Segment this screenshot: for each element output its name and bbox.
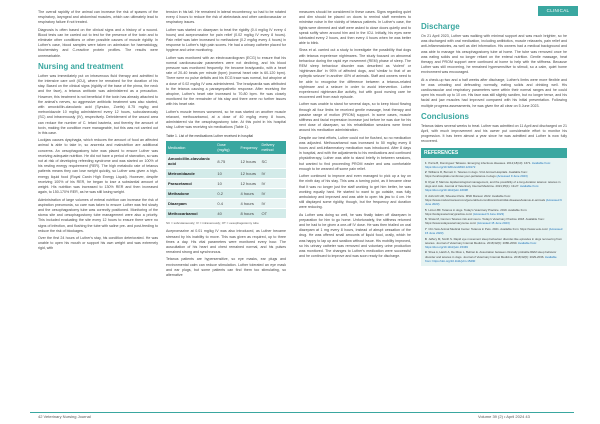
column-3 (299, 10, 411, 261)
reference-link[interactable]: Available from: https://doi.org/10.1111/jvim.16038 (425, 184, 540, 193)
section-heading-discharge: Discharge (421, 22, 460, 31)
paragraph: As Luther was doing so well, he was finally taken off diazepam in preparation for him to go home. Unfortunately, the stiffness returned and he had to be given a one-off IV dose. He was then trialled on oral diazepam at 1 mg every 8 hours, instead of abrupt cessation of the drug. He was offered small amounts of liquid food, orally, which he was happy to lap up and swallow without issue. His mobility improved, so his urinary catheter was removed and voluntary urine production was monitored. The changes to Luther's medication were successful and he continued to improve and was soon ready for discharge. (299, 212, 411, 259)
page-footer (0, 412, 600, 424)
header-cell: Medication (166, 141, 215, 154)
frequency-cell: 4 hours (238, 189, 259, 199)
table-caption: Table 1. List of the medications Luther received in hospital (166, 134, 254, 139)
column-4 (421, 22, 567, 266)
medication-cell: Diazepam (166, 199, 215, 209)
section-tag: CLINICAL (538, 6, 578, 16)
section-heading-conclusions: Conclusions (421, 111, 470, 121)
paragraph: Luther was unable to stand for several days, so to keep blood flowing through all four limbs he received gentle massage, heat therapy and passive range of motion (PROM) support. In some cases, muscle stiffness and facial expression increase just before he was due for his next dose of diazepam, so his rehabilitation sessions were timed around his medication administration. (299, 102, 411, 133)
references-box (421, 148, 567, 267)
frequency-cell: 8 hours (238, 209, 259, 219)
reference-text: Williams R, Burnett C. Tetanus in dogs. VCA Animal Hospitals. Available from: https://vcahospitals.com/know-your-pet/tetanus-in-dogs (425, 170, 528, 179)
table-row (166, 199, 286, 209)
paragraph: Tetanus takes several weeks to treat. Luther was admitted on 11 April and discharged on 21 April, with much improvement and his owner put considerable effort to monitor his progression. It has been almost a year since he was admitted and Luther is now fully recovered. (421, 123, 567, 144)
reference-item (425, 217, 563, 225)
reference-number: 7 (425, 226, 427, 231)
dose-cell: 10 (215, 169, 238, 179)
paragraph: Lockjaw causes dysphagia, which reduces the amount of food an affected animal is able to take in, so anorexia and malnutrition are additional concerns. An oesophagostomy tube was placed to ensure Luther was receiving adequate nutrition. He did not have a period of starvation, so was not at risk of developing refeeding syndrome and was started on 100% of his resting energy requirement (RER). The high metabolic rate of tetanus patients means they can lose weight quickly, so Luther was given a high-energy liquid food (Royal Canin High Energy Liquid). However, despite receiving 100% of his RER, he began to lose a substantial amount of weight. His nutrition was increased to 130% RER and then increased again, to 150-170% RER, as he was still losing weight. (38, 138, 158, 195)
paragraph: Administration of large volumes of enteral nutrition can increase the risk of aspiration pneumonia, so care was taken to ensure Luther was fed slowly and the oesophagostomy tube was correctly positioned. Monitoring of the stoma site and oesophagostomy tube management were also a priority. This included evaluating the site every 12 hours to ensure there were no signs of infection, and flushing the tube with saline pre- and post-feeding to reduce the risk of blockages. (38, 197, 158, 233)
reference-number: 2 (425, 170, 427, 175)
reference-link[interactable]: Available from: https://doi.org/10.3201/eid1810.120172 (425, 160, 551, 169)
table-row (166, 169, 286, 179)
footer-left: 42 Veterinary Nursing Journal (38, 414, 91, 419)
medication-cell: Paracetamol (166, 179, 215, 189)
table-header-row (166, 141, 286, 154)
frequency-cell: 12 hours (238, 179, 259, 189)
paragraph: Luther was started on diazepam to treat the rigidity (0.4 mg/kg IV every 4 hours) and acepromazine for pain relief (0.02 mg/kg IV every 8 hours). Pain relief was later increased to methadone (0.2 mg/kg every 4 hours) in response to Luther's high pain scores. He had a urinary catheter placed for hygiene and urine monitoring. (166, 27, 286, 53)
paragraph: Acepromazine at 0.01 mg/kg IV was also introduced, as Luther became stressed by his inability to move. This was given as required, up to three times a day. His vital parameters were monitored every hour. The auscultation of his heart and chest remained normal, and his pulses remained strong and synchronous. (166, 229, 286, 255)
reference-item (425, 161, 563, 169)
medication-cell: Metronidazole (166, 169, 215, 179)
paragraph: Luther was monitored with an electrocardiogram (ECG) to ensure that his normal cardiovascular parameters were not declining, and his blood pressure was monitored frequently. He became bradycardic, with a heart rate of 20-40 beats per minute (bpm) (normal heart rate is 60-120 bpm). There were no pulse deficits and his ECG trace was normal, but atropine at a dose of 0.02 mg/kg IV was administered. The bradycardia was attributed to the tetanus causing a parasympathetic response. After receiving the atropine, Luther's heart rate increased to 70-80 bpm. He was closely monitored for the remainder of his stay and there were no further issues with his heart rate. (166, 55, 286, 107)
table-row (166, 189, 286, 199)
paragraph: Over the first 24 hours of Luther's stay, his condition deteriorated. He was unable to open his mouth or support his own weight and was extremely rigid, with (38, 235, 158, 251)
reference-item (425, 237, 563, 249)
paragraph: Shea et al. carried out a study to investigate the possibility that dogs with tetanus experience nightmares. The study focused on abnormal behaviour during the rapid eye movement (REM) phase of sleep. The REM sleep behaviour disorder was described as 'violent' or 'nightmare-like' in 95% of affected dogs, and 'similar to that of an epileptic seizure' in another 40% of animals. Staff and owners need to be able to recognise the difference between a tetanus-related nightmare and a seizure in order to avoid intervention. Luther experienced nightmare-like activity, but with good nursing care he recovered well from each episode. (299, 48, 411, 100)
column-1 (38, 10, 158, 254)
paragraph: tension in his tail. He remained in lateral recumbency, so had to be rotated every 4 hours to reduce the risk of atelectasis and other cardiovascular or respiratory issues. (166, 10, 286, 25)
footer-right: Volume 39 (2) • April 2024 43 (478, 414, 530, 419)
reference-link[interactable]: (Accessed 9 June 2023) (472, 211, 505, 216)
reference-text: Shaw M, Cannon Tetanus risk and neuro. Today's Veterinary Practice 2018. Available from: https://www.todaysveterinarynurse.com/ (425, 217, 545, 226)
reference-number: 8 (425, 236, 427, 241)
delivery-cell: IV (259, 199, 286, 209)
paragraph: Diagnosis is often based on the clinical signs and a history of a wound. Blood tests can be carried out to test for the presence of the toxin and to eliminate other conditions or other possible causes of muscle rigidity. In Luther's case, blood samples were taken on admission for haematology, biochemistry and C-reactive protein profiles. The results were unremarkable. (38, 27, 158, 58)
reference-item (425, 170, 563, 178)
table-row (166, 179, 286, 189)
delivery-cell: IV (259, 189, 286, 199)
header-cell: Dose (mg/kg) (215, 141, 238, 154)
section-heading-nursing: Nursing and treatment (38, 61, 124, 71)
table-row (166, 209, 286, 219)
references-title: REFERENCES (421, 148, 567, 158)
medication-table (166, 141, 286, 219)
column-2 (166, 10, 286, 280)
medication-cell: Amoxicillin-clavulanic acid (166, 154, 215, 169)
reference-number: 6 (425, 217, 427, 222)
frequency-cell: 4 hours (238, 199, 259, 209)
frequency-cell: 12 hours (238, 169, 259, 179)
dose-cell: 10 (215, 179, 238, 189)
reference-link[interactable]: (Accessed 15 June 2023) (425, 226, 563, 236)
paragraph: Despite our best efforts, Luther could not be flushed, so no medication was adjusted. Methocarbamol was increased to 50 mg/kg every 8 hours and anti-inflammatory medication was introduced. After 8 days in hospital, and with the adjustments to his medications and continued physiotherapy, Luther was able to stand briefly in between sessions, but wanted to find proceeding PROM easier and was comfortable enough to be weaned off some pain relief. (299, 135, 411, 171)
paragraph: Tetanus patients are hypersensitive, so eye masks, ear plugs and environmental calm can reduce stimulation. Luther tolerated an eye mask and ear plugs, but some patients can find them too stimulating, so alternative (166, 257, 286, 278)
reference-item (425, 250, 563, 262)
dose-cell: 0.2 (215, 189, 238, 199)
reference-link[interactable]: (Accessed 9 June 2023) (496, 174, 528, 179)
medication-cell: Methocarbamol (166, 209, 215, 219)
header-cell: Delivery method (259, 141, 286, 154)
reference-text: Ashcroft HR, Silvester-Paris. MSD Manual. 2022. Available from: https://www.msdvetmanual.com/generalized-conditions/clostridial-diseases/tetanus-in-animals (425, 193, 546, 202)
reference-link[interactable]: (Accessed 15 June 2023) (476, 221, 510, 226)
reference-text: Parra B, Dominguez Tabasco. Emerging infectious diseases. 2012;18(10): 1671. (428, 160, 532, 165)
reference-number: 5 (425, 207, 427, 212)
table-footnote: SC = subcutaneously; IV = intravenously; OT = oesophagostomy tube (166, 221, 259, 226)
reference-number: 9 (425, 250, 427, 255)
delivery-cell: SC (259, 154, 286, 169)
medication-cell: Methadone (166, 189, 215, 199)
paragraph: Luther continued to improve and even managed to pick up a toy on the ninth day of his stay. This was a turning point, as it became clear that it was no longer just the staff working to get him better, he was working equally hard. He started to want to go outside, was fully ambulatory and improved and was able to open his jaw to 4 cm. He still displayed some rigidity, though, but the frequency and duration were reducing. (299, 174, 411, 210)
paragraph: At a check-up two and a half weeks after discharge, Luther's limbs were more flexible and he was urinating and defecating normally, eating solids and drinking well. His cardiovascular and respiratory parameters were within their normal ranges and he could open his mouth up to 10 cm. His face was still slightly swollen, but no longer tense, and his facial and jaw muscles had improved compared with his initial presentation. Following multiple progress assessments, he was given the all clear on 5 June 2023. (421, 77, 567, 108)
reference-item (425, 227, 563, 235)
reference-link[interactable]: (Accessed 9 June 2023) (425, 197, 562, 206)
delivery-cell: OT (259, 209, 286, 219)
reference-item (425, 194, 563, 206)
paragraph: measures should be considered in these cases. Signs regarding quiet and dim should be placed on doors to remind staff members to minimise noise in the vicinity of tetanus patients. In Luther's case, the lights were dimmed and staff were asked to close doors quietly and to speak softly when around him and in the ICU. Initially, his eyes were lubricated every 2 hours, and then every 4 hours when he was better able to blink. (299, 10, 411, 46)
reference-text: Jeffery M, Smith S. Rapid eye movement sleep behaviour disorder-like episodes in dogs recovering from tetanus. Journal of Veterinary Internal Medicine. 2018;32(6): 2086-2090. (425, 236, 563, 245)
footer-rule (30, 412, 574, 413)
reference-text: Clin Vets Animal Medical Center. Tetanus in Pets. 2021. Available from: https://www.vets.com/ (428, 226, 549, 231)
frequency-cell: 12 hours (238, 154, 259, 169)
dose-cell: 0.4 (215, 199, 238, 209)
reference-number: 3 (425, 180, 427, 185)
paragraph: Luther was immediately put on intravenous fluid therapy and admitted to the intensive care unit (ICU), where he remained for the duration of his stay. Based on the clinical signs (rigidity of the base of the pinna, the neck and the face), a tetanus antitoxin was administered as a precaution. However, this treatment is not beneficial if the toxin has already attached to the animal's nerves, so aggressive antibiotic treatment was also started, with amoxicillin-clavulanic acid (Synulox, Zoetis) 8.75 mg/kg and metronidazole 10 mg/kg administered every 12 hours, subcutaneously (SC) and intravenously (IV), respectively. Debridement of the wound area can reduce the number of C. tetani bacteria, and thereby the amount of toxin, making the condition more manageable, but this was not carried out in this case. (38, 73, 158, 136)
delivery-cell: IV (259, 179, 286, 189)
reference-link[interactable]: Available from: https://doi.org/10.1111/jvim.15290 (425, 254, 557, 263)
reference-item (425, 208, 563, 216)
reference-link[interactable]: Available from: https://doi.org/10.1111/jvim.15349 (425, 240, 537, 249)
reference-text: Shea A, Hatch A, De Risio L, Beltran E. Association between clinically probable REM sleep behavior disorder and tetanus in dogs. Journal of Veterinary Internal Medicine. 2018;32(6): 2029-2036. (425, 250, 557, 259)
reference-item (425, 180, 563, 192)
header-cell: Frequency (238, 141, 259, 154)
medication-table-box (166, 134, 286, 225)
reference-text: Linton BF. Tetanus in dogs. Today's Veterinary Practice. 2019. Available from: https://todaysveterinarypractice.com/ (425, 207, 528, 216)
paragraph: Luther's muscle tremors worsened, so he was started on another muscle relaxant, methocarbamol, at a dose of 40 mg/kg every 8 hours, administered via the oesophagostomy tube. At this point in his hospital stay, Luther was receiving six medications (Table 1). (166, 109, 286, 130)
delivery-cell: IV (259, 169, 286, 179)
paragraph: The overall rapidity of the animal can increase the risk of spasms of the respiratory, laryngeal and abdominal muscles, which can ultimately lead to respiratory failure if not treated. (38, 10, 158, 25)
reference-number: 1 (425, 160, 427, 165)
dose-cell: 40 (215, 209, 238, 219)
dose-cell: 8.75 (215, 154, 238, 169)
reference-number: 4 (425, 193, 427, 198)
table-row (166, 154, 286, 169)
paragraph: On 21 April 2023, Luther was walking with minimal support and was much brighter, so he was discharged with oral medication, including antibiotics, muscle relaxants, pain relief and anti-inflammatories, as well as diet information. His owners had a medical background and was able to manage his oesophagostomy tube at home. The tube was removed once he was eating solids and no longer reliant on the enteral nutrition. Gentle massage, heat therapy and PROM support were continued at home to help with the stiffness. Because Luther was still recovering, he remained hypersensitive to stimuli, so a calm, quiet home environment was encouraged. (421, 34, 567, 75)
reference-text: Ryan P, Marrow. Epidemiological management, and the possibility of a long-duration tetanus: tetanus in dogs and cats. Journal of Veterinary Internal Medicine. 2021;35(1): 19-27. (425, 180, 561, 189)
